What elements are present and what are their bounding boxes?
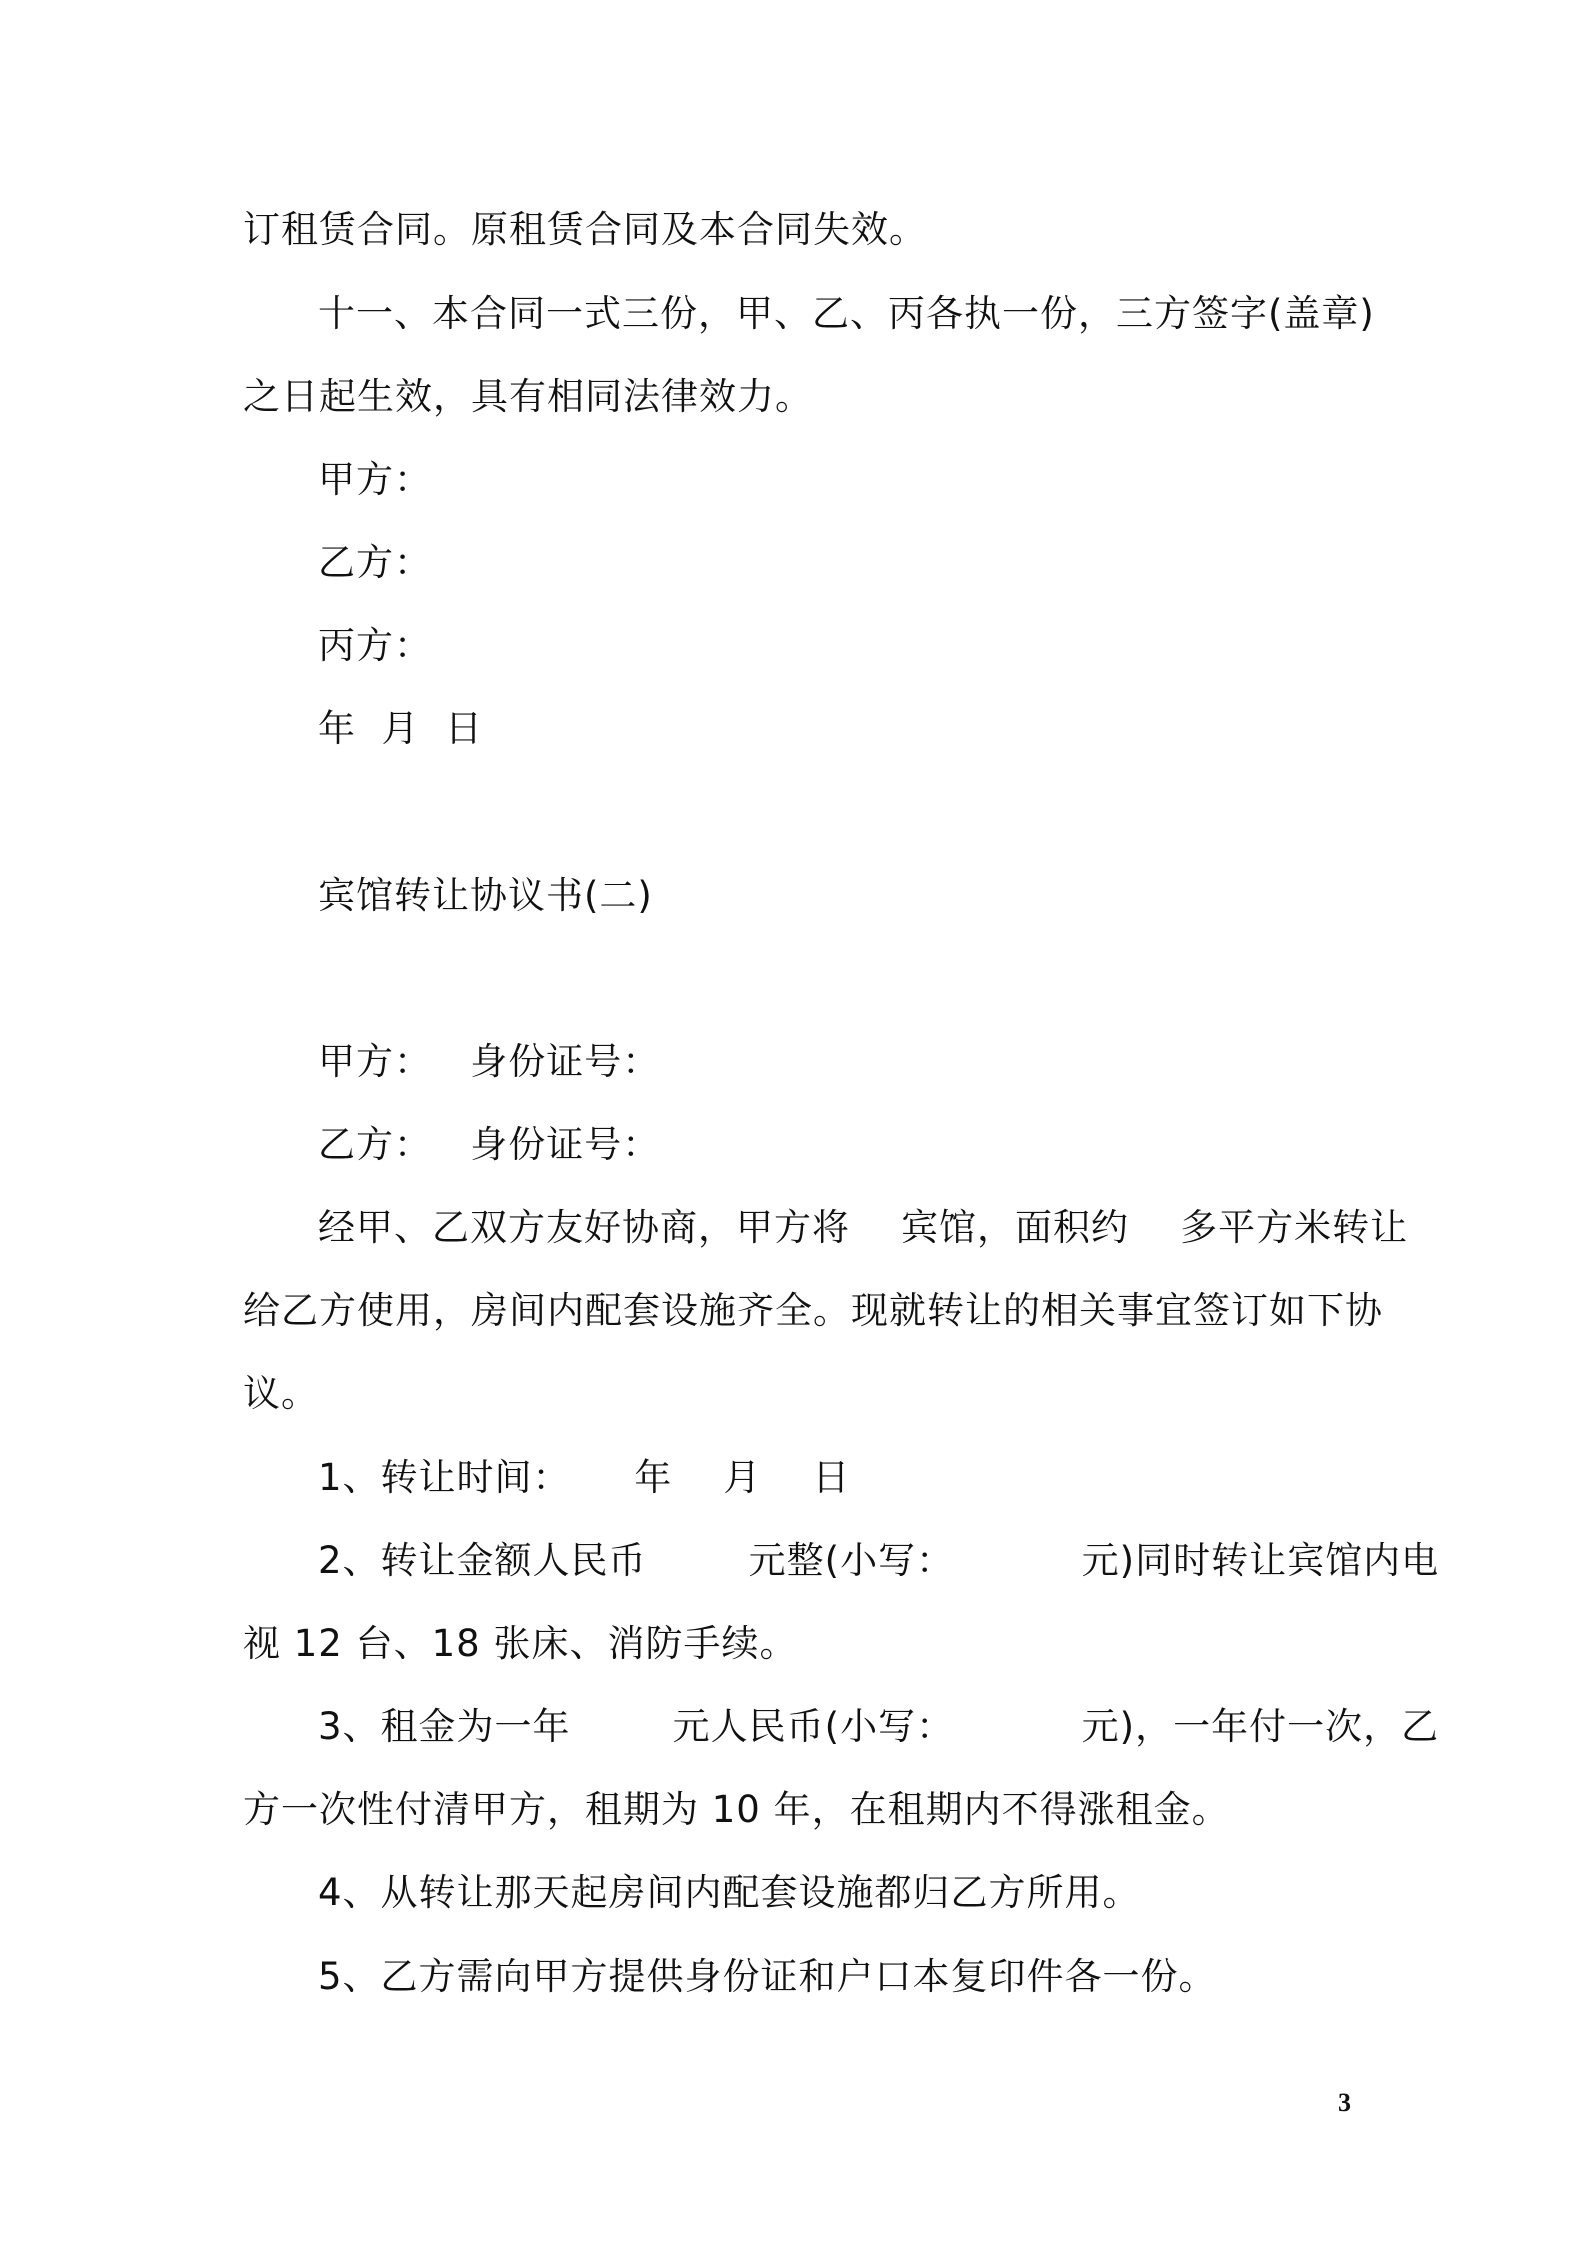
party-a-id-line: 甲方： 身份证号： [318,1040,661,1083]
clause-4: 4、从转让那天起房间内配套设施都归乙方所用。 [318,1871,1141,1914]
party-b-id-line: 乙方： 身份证号： [318,1123,661,1166]
text-line: 订租赁合同。原租赁合同及本合同失效。 [243,208,927,251]
clause-3: 3、租金为一年 元人民币(小写： 元)，一年付一次，乙 [318,1705,1440,1748]
text-line: 方一次性付清甲方，租期为 10 年，在租期内不得涨租金。 [243,1788,1230,1831]
clause-1: 1、转让时间： 年 月 日 [318,1456,851,1499]
date-line: 年 月 日 [318,707,484,750]
party-b-label: 乙方： [318,541,432,584]
document-title: 宾馆转让协议书(二) [318,874,653,917]
text-line: 议。 [243,1372,319,1415]
party-c-label: 丙方： [318,624,432,667]
clause-5: 5、乙方需向甲方提供身份证和户口本复印件各一份。 [318,1955,1217,1998]
page-number: 3 [1338,2088,1351,2117]
text-line: 之日起生效，具有相同法律效力。 [243,375,813,418]
text-line: 十一、本合同一式三份，甲、乙、丙各执一份，三方签字(盖章) [318,292,1375,335]
clause-2: 2、转让金额人民币 元整(小写： 元)同时转让宾馆内电 [318,1539,1440,1582]
text-line: 视 12 台、18 张床、消防手续。 [243,1622,798,1665]
text-line: 经甲、乙双方友好协商，甲方将 宾馆，面积约 多平方米转让 [318,1206,1409,1249]
text-line: 给乙方使用，房间内配套设施齐全。现就转让的相关事宜签订如下协 [243,1289,1383,1332]
party-a-label: 甲方： [318,458,432,501]
